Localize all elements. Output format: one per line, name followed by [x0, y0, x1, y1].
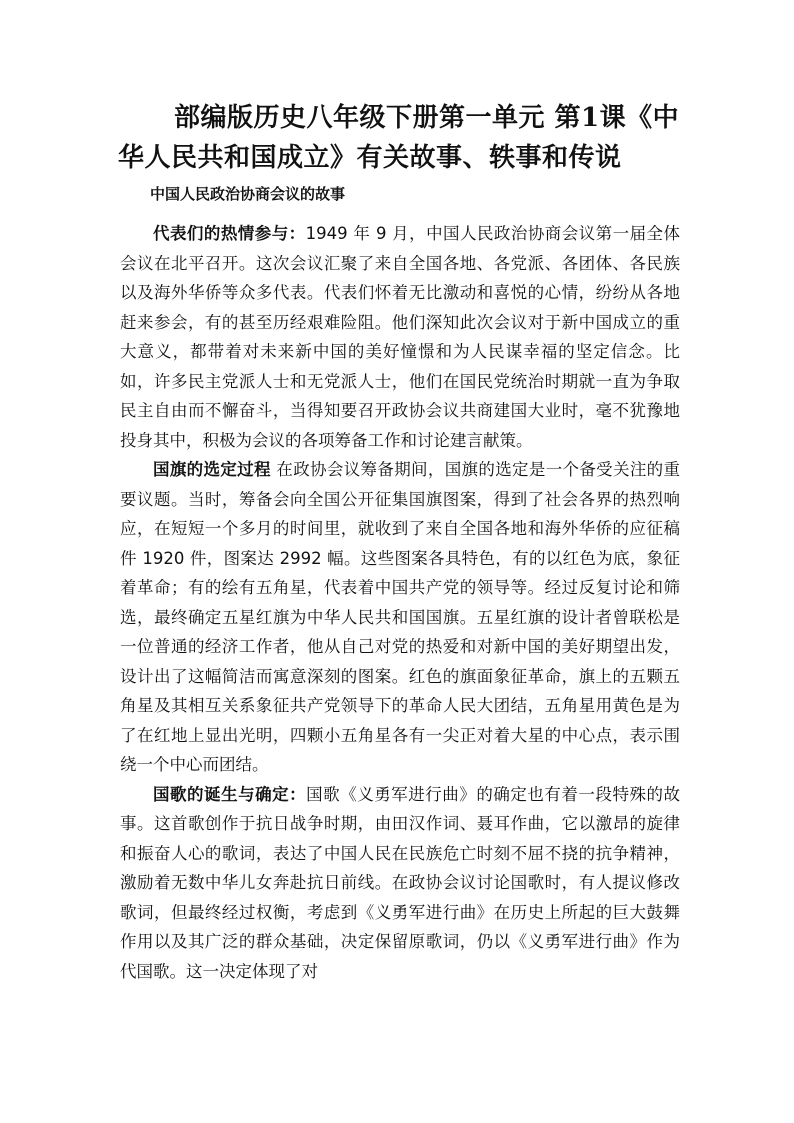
paragraph-lead: 国歌的诞生与确定： [153, 784, 307, 804]
section-heading: 中国人民政治协商会议的故事 [150, 185, 346, 203]
paragraph-delegates [120, 219, 680, 455]
paragraph-text: 1949 年 9 月，中国人民政治协商会议第一届全体会议在北平召开。这次会议汇聚了来自全国各地、各党派、各团体、各民族以及海外华侨等众多代表。代表们怀着无比激动和喜悦的心情，纷纷从各地赶来参会，有的甚至历经艰难险阻。他们深知此次会议对于新中国成立的重大意义，都带着对未来新中国的美好憧憬和为人民谋幸福的坚定信念。比如，许多民主党派人士和无党派人士，他们在国民党统治时期就一直为争取民主自由而不懈奋斗，当得知要召开政协会议共商建国大业时，毫不犹豫地投身其中，积极为会议的各项筹备工作和讨论建言献策。 [120, 224, 680, 450]
paragraph-national-anthem [120, 780, 680, 987]
paragraph-text: 在政协会议筹备期间，国旗的选定是一个备受关注的重要议题。当时，筹备会向全国公开征集国旗图案，得到了社会各界的热烈响应，在短短一个多月的时间里，就收到了来自全国各地和海外华侨的应征稿件 1920 件，图案达 2992 幅。这些图案各具特色，有的以红色为底，象征着革命；有的绘有五角星，代表着中国共产党的领导等。经过反复讨论和筛选，最终确定五星红旗为中华人民共和国国旗。五星红旗的设计者曾联松是一位普通的经济工作者，他从自己对党的热爱和对新中国的美好期望出发，设计出了这幅简洁而寓意深刻的图案。红色的旗面象征革命，旗上的五颗五角星及其相互关系象征共产党领导下的革命人民大团结，五角星用黄色是为了在红地上显出光明，四颗小五角星各有一尖正对着大星的中心点，表示围绕一个中心而团结。 [120, 460, 681, 774]
document-title: 部编版历史八年级下册第一单元 第1课《中华人民共和国成立》有关故事、轶事和传说 [118, 103, 680, 173]
paragraph-national-flag [120, 455, 680, 780]
paragraph-lead: 国旗的选定过程 [153, 460, 271, 479]
paragraph-text: 国歌《义勇军进行曲》的确定也有着一段特殊的故事。这首歌创作于抗日战争时期，由田汉作词、聂耳作曲，它以激昂的旋律和振奋人心的歌词，表达了中国人民在民族危亡时刻不屈不挠的抗争精神，激励着无数中华儿女奔赴抗日前线。在政协会议讨论国歌时，有人提议修改歌词，但最终经过权衡，考虑到《义勇军进行曲》在历史上所起的巨大鼓舞作用以及其广泛的群众基础，决定保留原歌词，仍以《义勇军进行曲》作为代国歌。这一决定体现了对 [120, 784, 681, 981]
document-body [120, 219, 680, 986]
paragraph-lead: 代表们的热情参与： [153, 224, 306, 243]
